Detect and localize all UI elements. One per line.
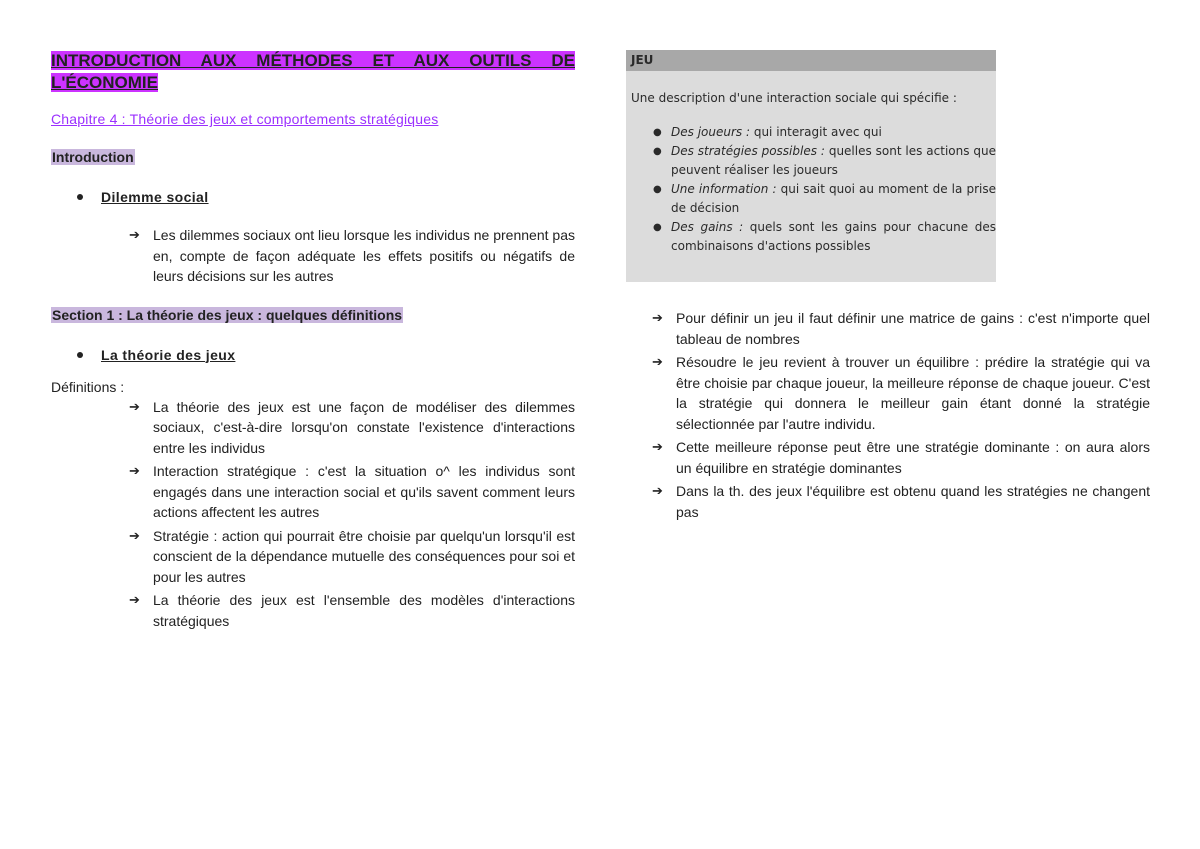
bullet-label: Dilemme social	[101, 189, 209, 205]
arrow-right-icon: ➔	[129, 463, 140, 478]
chapter-title: Chapitre 4 : Théorie des jeux et comportements stratégiques	[51, 111, 439, 127]
bullet-dot-icon	[77, 352, 83, 358]
left-column	[51, 50, 575, 634]
list-item: ➔ Les dilemmes sociaux ont lieu lorsque les individus ne prennent pas en, compte de façon adéquate les effets positifs ou négatifs de leurs décisions sur les autres	[129, 225, 575, 287]
jeu-list-item: ● Des gains : quels sont les gains pour chacune des combinaisons d'actions possibles	[653, 218, 996, 256]
equilibrium-list	[652, 308, 1150, 525]
jeu-list-item: ● Une information : qui sait quoi au moment de la prise de décision	[653, 180, 996, 218]
arrow-right-icon: ➔	[129, 398, 140, 414]
page-title: INTRODUCTION AUX MÉTHODES ET AUX OUTILS DE L'ÉCONOMIE	[51, 51, 575, 92]
definitions-list	[129, 397, 575, 632]
arrow-right-icon: ➔	[129, 592, 140, 607]
bullet-dot-icon: ●	[653, 222, 662, 233]
jeu-description: Une description d'une interaction sociale qui spécifie :	[631, 91, 957, 105]
arrow-right-icon: ➔	[129, 527, 140, 543]
arrow-right-icon: ➔	[129, 227, 140, 242]
list-item: ➔ Résoudre le jeu revient à trouver un équilibre : prédire la stratégie qui va être choisie par chaque joueur, la meilleure réponse de chaque joueur. C'est la stratégie qui donnera le meilleur gain étant donné la stratégie sélectionnée par l'autre individu.	[652, 352, 1150, 434]
arrow-right-icon: ➔	[652, 354, 663, 369]
list-item: ➔ Stratégie : action qui pourrait être choisie par quelqu'un lorsqu'il est conscient de la dépendance mutuelle des conséquences pour soi et pour les autres	[129, 526, 575, 588]
jeu-definition-box	[626, 50, 996, 282]
list-item: ➔ Interaction stratégique : c'est la situation o^ les individus sont engagés dans une interaction social et qu'ils savent comment leurs actions affectent les autres	[129, 461, 575, 523]
bullet-label: La théorie des jeux	[101, 346, 236, 363]
list-item: ➔ La théorie des jeux est l'ensemble des modèles d'interactions stratégiques	[129, 590, 575, 631]
jeu-list-item: ● Des joueurs : qui interagit avec qui	[653, 123, 996, 142]
jeu-header: JEU	[626, 50, 996, 71]
list-item: ➔ Cette meilleure réponse peut être une stratégie dominante : on aura alors un équilibre en stratégie dominantes	[652, 437, 1150, 478]
bullet-dot-icon: ●	[653, 184, 662, 195]
jeu-list	[626, 123, 996, 256]
bullet-dot-icon: ●	[653, 127, 662, 138]
arrow-right-icon: ➔	[652, 310, 663, 325]
list-item: ➔ La théorie des jeux est une façon de modéliser des dilemmes sociaux, c'est-à-dire lorsqu'on constate l'existence d'interactions entre les individus	[129, 397, 575, 459]
introduction-heading: Introduction	[52, 149, 134, 165]
list-item: ➔ Pour définir un jeu il faut définir une matrice de gains : c'est n'importe quel tableau de nombres	[652, 308, 1150, 349]
arrow-right-icon: ➔	[652, 483, 663, 498]
arrow-right-icon: ➔	[652, 439, 663, 454]
definitions-label: Définitions :	[51, 378, 125, 395]
bullet-theorie-des-jeux	[77, 347, 575, 363]
dilemme-list	[129, 225, 575, 287]
jeu-list-item: ● Des stratégies possibles : quelles sont les actions que peuvent réaliser les joueurs	[653, 142, 996, 180]
bullet-dot-icon	[77, 194, 83, 200]
bullet-dot-icon: ●	[653, 146, 662, 157]
list-item: ➔ Dans la th. des jeux l'équilibre est obtenu quand les stratégies ne changent pas	[652, 481, 1150, 522]
bullet-dilemme-social	[77, 189, 575, 205]
section-heading: Section 1 : La théorie des jeux : quelques définitions	[52, 306, 403, 323]
